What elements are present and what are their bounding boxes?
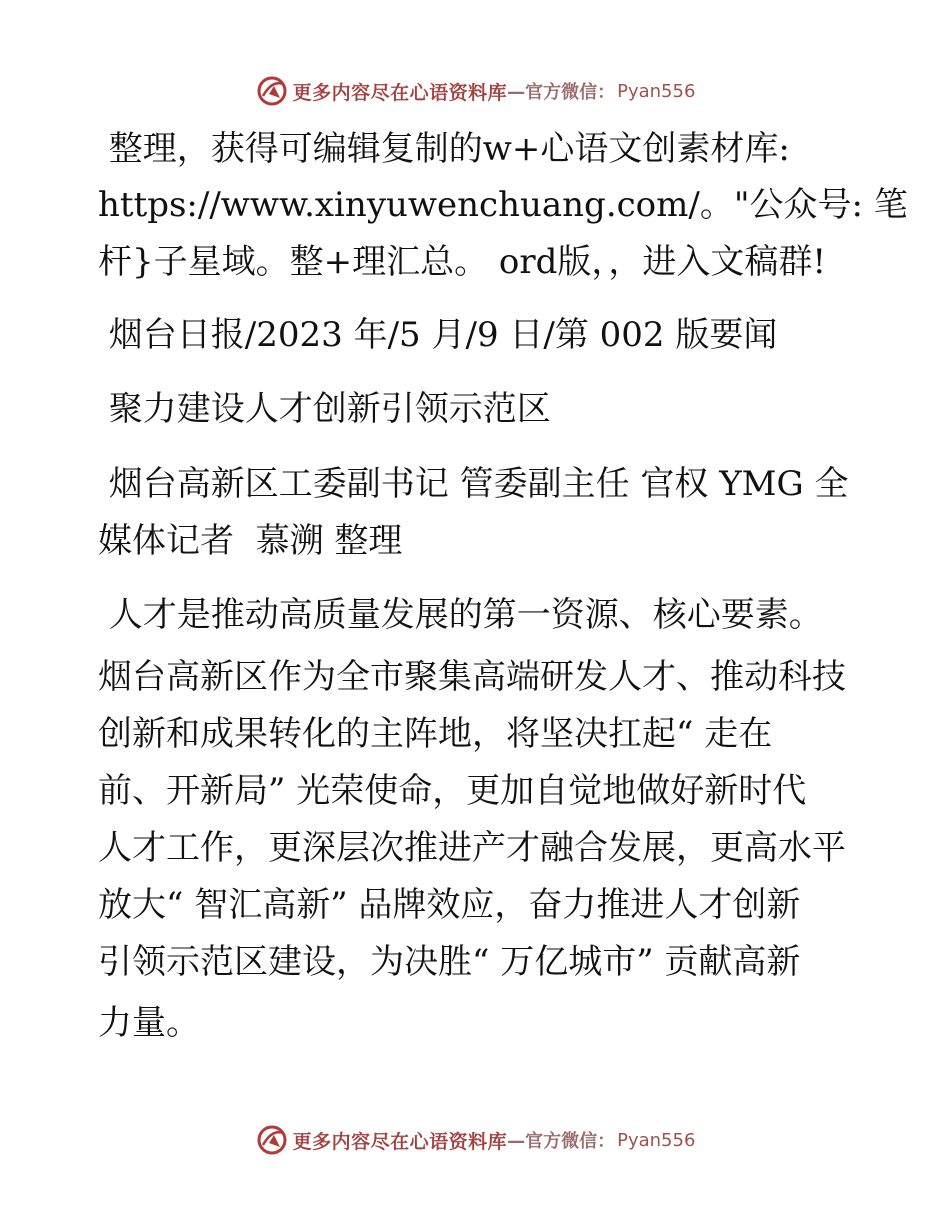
logo-icon (255, 1123, 289, 1157)
body-line: 人才是推动高质量发展的第一资源、核心要素。 (98, 595, 823, 635)
article-byline: 媒体记者 慕溯 整理 (98, 521, 403, 561)
intro-line: 整理，获得可编辑复制的w+心语文创素材库: (98, 129, 790, 169)
article-title: 聚力建设人才创新引领示范区 (98, 389, 551, 429)
body-line: 放大“ 智汇高新” 品牌效应，奋力推进人才创新 (98, 885, 801, 925)
watermark-banner-bottom (0, 1120, 950, 1160)
body-line: 人才工作，更深层次推进产才融合发展，更高水平 (98, 828, 846, 868)
logo-icon (255, 74, 289, 108)
watermark-dash-text: —官方微信： (507, 1131, 616, 1152)
watermark-wechat-id: Pyan556 (617, 80, 696, 102)
body-line: 创新和成果转化的主阵地，将坚决扛起“ 走在 (98, 714, 773, 754)
article-source: 烟台日报/2023 年/5 月/9 日/第 002 版要闻 (98, 315, 778, 355)
watermark-dash-text: —官方微信： (507, 82, 616, 103)
watermark-wechat-id: Pyan556 (617, 1129, 696, 1151)
body-line: 前、开新局” 光荣使命，更加自觉地做好新时代 (98, 771, 807, 811)
watermark-banner-top (0, 71, 950, 111)
intro-line: 杆}子星域。整+理汇总。 ord版，，进入文稿群! (98, 242, 827, 282)
watermark-site-text: 更多内容尽在心语资料库 (292, 81, 508, 104)
intro-line: https://www.xinyuwenchuang.com/。"公众号: 笔 (98, 185, 908, 225)
body-line: 引领示范区建设，为决胜“ 万亿城市” 贡献高新 (98, 942, 801, 982)
body-line: 烟台高新区作为全市聚集高端研发人才、推动科技 (98, 657, 846, 697)
article-byline: 烟台高新区工委副书记 管委副主任 官权 YMG 全 (98, 464, 849, 504)
watermark-site-text: 更多内容尽在心语资料库 (292, 1130, 508, 1153)
body-line: 力量。 (98, 1003, 200, 1043)
